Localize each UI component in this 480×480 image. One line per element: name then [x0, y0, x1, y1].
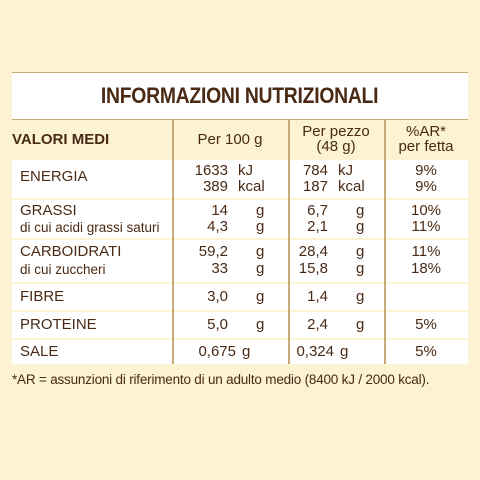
unit: g: [256, 316, 265, 333]
unit: kcal: [338, 178, 365, 195]
table-row: [12, 200, 468, 238]
unit: g: [356, 202, 365, 219]
value: 0,675: [198, 343, 236, 360]
ar-cell: [384, 284, 468, 310]
unit: g: [356, 218, 365, 235]
ar-cell: [384, 200, 468, 238]
perpiece-cell: [288, 340, 384, 364]
ar-cell: [384, 340, 468, 364]
ar-value: 9%: [415, 162, 437, 179]
per100-cell: [172, 284, 288, 310]
row-label: [12, 200, 172, 238]
unit: kJ: [338, 162, 353, 179]
nutrient-name: CARBOIDRATI: [20, 243, 122, 260]
nutrient-name: SALE: [20, 343, 59, 360]
per100-cell: [172, 160, 288, 198]
nutrient-name: ENERGIA: [20, 168, 88, 185]
header-per-pezzo-line1: Per pezzo: [302, 123, 370, 140]
table-row: [12, 340, 468, 364]
unit: g: [256, 243, 265, 260]
value: 1633: [194, 162, 228, 179]
ar-value: 11%: [411, 243, 441, 260]
per100-cell: [172, 200, 288, 238]
title-bar: [12, 72, 468, 120]
unit: g: [356, 260, 365, 277]
column-divider: [384, 120, 386, 364]
row-label: [12, 284, 172, 310]
unit: g: [356, 243, 365, 260]
ar-cell: [384, 312, 468, 338]
ar-value: 10%: [410, 202, 442, 219]
header-per-pezzo-line2: (48 g): [316, 138, 356, 155]
column-divider: [172, 120, 174, 364]
per100-cell: [172, 312, 288, 338]
ar-value: 11%: [411, 218, 441, 235]
value: 389: [202, 178, 228, 195]
ar-value: 9%: [415, 178, 437, 195]
nutrient-name: PROTEINE: [20, 316, 97, 333]
header-ar-line1: %AR*: [405, 123, 446, 140]
value: 4,3: [207, 218, 228, 235]
row-label: [12, 340, 172, 364]
perpiece-cell: [288, 284, 384, 310]
unit: kJ: [238, 162, 253, 179]
header-per-pezzo: [288, 120, 384, 158]
table-row: [12, 240, 468, 282]
value: 5,0: [207, 316, 228, 333]
unit: kcal: [238, 178, 265, 195]
table-title: INFORMAZIONI NUTRIZIONALI: [101, 83, 379, 108]
nutrient-name: GRASSI: [20, 202, 77, 219]
value: 2,4: [307, 316, 328, 333]
value: 14: [211, 202, 228, 219]
unit: g: [242, 343, 251, 360]
value: 33: [211, 260, 228, 277]
value: 59,2: [198, 243, 228, 260]
unit: g: [256, 288, 265, 305]
ar-value: 5%: [415, 316, 437, 333]
header-valori-medi: VALORI MEDI: [12, 130, 110, 148]
value: 0,324: [296, 343, 334, 360]
ar-value: 5%: [415, 343, 437, 360]
perpiece-cell: [288, 312, 384, 338]
row-label: [12, 160, 172, 198]
unit: g: [256, 218, 265, 235]
value: 2,1: [307, 218, 328, 235]
perpiece-cell: [288, 160, 384, 198]
header-per-100g: Per 100 g: [197, 130, 263, 148]
value: 187: [302, 178, 328, 195]
row-label: [12, 240, 172, 282]
unit: g: [256, 202, 265, 219]
table-row: [12, 312, 468, 338]
perpiece-cell: [288, 240, 384, 282]
value: 15,8: [298, 260, 328, 277]
value: 1,4: [307, 288, 328, 305]
ar-cell: [384, 160, 468, 198]
unit: g: [340, 343, 349, 360]
table-row: [12, 284, 468, 310]
nutrient-subname: di cui acidi grassi saturi: [20, 220, 160, 235]
nutrient-subname: di cui zuccheri: [20, 262, 106, 277]
per100-cell: [172, 340, 288, 364]
header-ar: [384, 120, 468, 158]
unit: g: [356, 316, 365, 333]
table-header: [12, 120, 468, 158]
value: 28,4: [298, 243, 328, 260]
row-label: [12, 312, 172, 338]
unit: g: [356, 288, 365, 305]
ar-cell: [384, 240, 468, 282]
value: 6,7: [307, 202, 328, 219]
value: 3,0: [207, 288, 228, 305]
ar-value: 18%: [410, 260, 442, 277]
header-ar-line2: per fetta: [398, 138, 454, 155]
column-divider: [288, 120, 290, 364]
perpiece-cell: [288, 200, 384, 238]
footnote: *AR = assunzioni di riferimento di un adulto medio (8400 kJ / 2000 kcal).: [12, 372, 430, 387]
per100-cell: [172, 240, 288, 282]
nutrient-name: FIBRE: [20, 288, 65, 305]
value: 784: [302, 162, 328, 179]
table-row: [12, 160, 468, 198]
unit: g: [256, 260, 265, 277]
